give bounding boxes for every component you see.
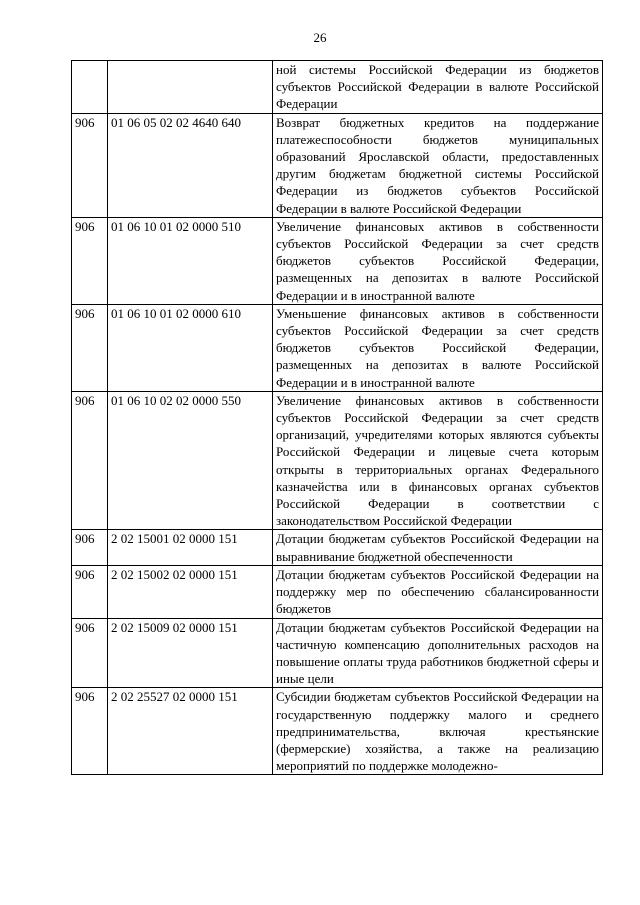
table-row: [72, 61, 603, 114]
admin-code-cell: 906: [72, 217, 108, 304]
table-row: [72, 530, 603, 565]
budget-code-cell: 2 02 15009 02 0000 151: [108, 618, 273, 688]
admin-code-cell: 906: [72, 565, 108, 618]
budget-code-cell: 01 06 10 02 02 0000 550: [108, 391, 273, 530]
table-row: [72, 688, 603, 775]
budget-code-cell: 2 02 15002 02 0000 151: [108, 565, 273, 618]
description-cell: ной системы Российской Федерации из бюджетов субъектов Российской Федерации в валюте Российской Федерации: [273, 61, 603, 114]
admin-code-cell: 906: [72, 688, 108, 775]
description-cell: Возврат бюджетных кредитов на поддержание платежеспособности бюджетов муниципальных образований Ярославской области, предоставленных другим бюджетам бюджетной системы Российской Федерации из бюджетов субъектов Российской Федерации в валюте Российской Федерации: [273, 113, 603, 217]
table-row: [72, 565, 603, 618]
admin-code-cell: [72, 61, 108, 114]
admin-code-cell: 906: [72, 304, 108, 391]
description-cell: Дотации бюджетам субъектов Российской Федерации на поддержку мер по обеспечению сбалансированности бюджетов: [273, 565, 603, 618]
budget-code-cell: [108, 61, 273, 114]
admin-code-cell: 906: [72, 530, 108, 565]
table-row: [72, 217, 603, 304]
admin-code-cell: 906: [72, 618, 108, 688]
description-cell: Субсидии бюджетам субъектов Российской Федерации на государственную поддержку малого и среднего предпринимательства, включая крестьянские (фермерские) хозяйства, а также на реализацию мероприятий по поддержке молодежно-: [273, 688, 603, 775]
admin-code-cell: 906: [72, 391, 108, 530]
table-row: [72, 618, 603, 688]
description-cell: Уменьшение финансовых активов в собственности субъектов Российской Федерации за счет средств бюджетов субъектов Российской Федерации, размещенных на депозитах в валюте Российской Федерации и в иностранной валюте: [273, 304, 603, 391]
budget-code-cell: 01 06 10 01 02 0000 610: [108, 304, 273, 391]
description-cell: Увеличение финансовых активов в собственности субъектов Российской Федерации за счет средств организаций, учредителями которых являются субъекты Российской Федерации и лицевые счета которым открыты в территориальных органах Федерального казначейства или в финансовых органах субъектов Российской Федерации в соответствии с законодательством Российской Федерации: [273, 391, 603, 530]
table-row: [72, 113, 603, 217]
page-number: 26: [313, 30, 327, 45]
admin-code-cell: 906: [72, 113, 108, 217]
budget-code-cell: 01 06 10 01 02 0000 510: [108, 217, 273, 304]
description-cell: Увеличение финансовых активов в собственности субъектов Российской Федерации за счет средств бюджетов субъектов Российской Федерации, размещенных на депозитах в валюте Российской Федерации и в иностранной валюте: [273, 217, 603, 304]
table-row: [72, 304, 603, 391]
budget-code-cell: 01 06 05 02 02 4640 640: [108, 113, 273, 217]
table-row: [72, 391, 603, 530]
budget-code-cell: 2 02 15001 02 0000 151: [108, 530, 273, 565]
description-cell: Дотации бюджетам субъектов Российской Федерации на выравнивание бюджетной обеспеченности: [273, 530, 603, 565]
budget-code-cell: 2 02 25527 02 0000 151: [108, 688, 273, 775]
budget-code-table: [71, 60, 603, 775]
description-cell: Дотации бюджетам субъектов Российской Федерации на частичную компенсацию дополнительных расходов на повышение оплаты труда работников бюджетной сферы и иные цели: [273, 618, 603, 688]
